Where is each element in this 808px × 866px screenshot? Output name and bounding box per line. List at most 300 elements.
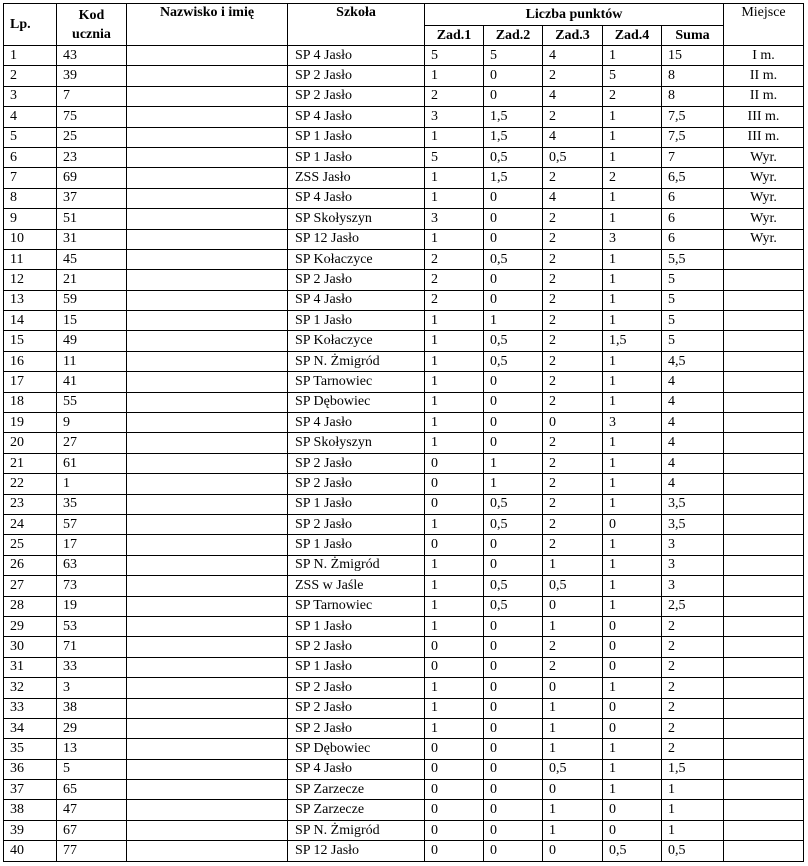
cell-suma: 2	[662, 637, 724, 657]
cell-lp: 6	[4, 147, 57, 167]
cell-school: ZSS w Jaśle	[288, 576, 425, 596]
cell-z1: 1	[425, 616, 484, 636]
cell-name	[127, 331, 288, 351]
cell-kod: 31	[57, 229, 127, 249]
cell-z3: 0	[543, 780, 603, 800]
cell-kod: 23	[57, 147, 127, 167]
cell-name	[127, 555, 288, 575]
cell-z2: 0	[484, 841, 543, 861]
cell-name	[127, 616, 288, 636]
cell-school: SP Skołyszyn	[288, 209, 425, 229]
table-row	[4, 800, 804, 820]
cell-school: SP 2 Jasło	[288, 718, 425, 738]
cell-lp: 12	[4, 270, 57, 290]
cell-lp: 32	[4, 678, 57, 698]
cell-lp: 38	[4, 800, 57, 820]
cell-school: SP 1 Jasło	[288, 657, 425, 677]
cell-place	[724, 433, 804, 453]
cell-z4: 0	[603, 698, 662, 718]
cell-place	[724, 576, 804, 596]
table-row	[4, 209, 804, 229]
header-name: Nazwisko i imię	[127, 4, 288, 46]
cell-kod: 43	[57, 46, 127, 66]
cell-z2: 0	[484, 270, 543, 290]
table-row	[4, 290, 804, 310]
cell-z2: 0,5	[484, 494, 543, 514]
cell-z4: 0	[603, 514, 662, 534]
cell-school: SP 1 Jasło	[288, 494, 425, 514]
cell-school: SP 2 Jasło	[288, 474, 425, 494]
cell-school: SP 4 Jasło	[288, 107, 425, 127]
cell-lp: 26	[4, 555, 57, 575]
cell-z3: 2	[543, 453, 603, 473]
cell-z4: 1	[603, 759, 662, 779]
cell-name	[127, 820, 288, 840]
header-school: Szkoła	[288, 4, 425, 46]
table-row	[4, 616, 804, 636]
header-lp: Lp.	[4, 4, 57, 46]
table-row	[4, 780, 804, 800]
cell-z2: 0	[484, 392, 543, 412]
cell-kod: 19	[57, 596, 127, 616]
table-row	[4, 514, 804, 534]
cell-z1: 1	[425, 576, 484, 596]
cell-suma: 2	[662, 698, 724, 718]
cell-z4: 0	[603, 637, 662, 657]
table-row	[4, 188, 804, 208]
cell-z3: 1	[543, 739, 603, 759]
cell-kod: 27	[57, 433, 127, 453]
cell-kod: 35	[57, 494, 127, 514]
cell-name	[127, 127, 288, 147]
cell-name	[127, 249, 288, 269]
cell-place: Wyr.	[724, 209, 804, 229]
cell-lp: 9	[4, 209, 57, 229]
cell-name	[127, 678, 288, 698]
cell-lp: 29	[4, 616, 57, 636]
cell-place: II m.	[724, 86, 804, 106]
cell-z4: 0	[603, 800, 662, 820]
cell-school: SP N. Żmigród	[288, 555, 425, 575]
cell-z2: 0	[484, 616, 543, 636]
cell-suma: 3	[662, 535, 724, 555]
cell-place	[724, 780, 804, 800]
cell-z1: 1	[425, 555, 484, 575]
table-row	[4, 229, 804, 249]
cell-place: Wyr.	[724, 168, 804, 188]
cell-lp: 23	[4, 494, 57, 514]
cell-name	[127, 290, 288, 310]
cell-lp: 17	[4, 372, 57, 392]
header-z3: Zad.3	[543, 26, 603, 46]
cell-suma: 6	[662, 209, 724, 229]
cell-school: SP 4 Jasło	[288, 46, 425, 66]
cell-place	[724, 739, 804, 759]
cell-z2: 0,5	[484, 514, 543, 534]
cell-z4: 3	[603, 229, 662, 249]
cell-z3: 2	[543, 229, 603, 249]
cell-lp: 8	[4, 188, 57, 208]
cell-school: SP 2 Jasło	[288, 637, 425, 657]
table-row	[4, 678, 804, 698]
cell-z2: 0	[484, 535, 543, 555]
cell-z3: 2	[543, 637, 603, 657]
cell-z3: 2	[543, 474, 603, 494]
cell-name	[127, 739, 288, 759]
cell-school: SP 2 Jasło	[288, 270, 425, 290]
cell-school: SP 2 Jasło	[288, 453, 425, 473]
cell-lp: 2	[4, 66, 57, 86]
cell-z1: 2	[425, 270, 484, 290]
cell-kod: 1	[57, 474, 127, 494]
cell-school: SP 1 Jasło	[288, 147, 425, 167]
cell-kod: 39	[57, 66, 127, 86]
cell-lp: 16	[4, 351, 57, 371]
cell-z2: 0,5	[484, 351, 543, 371]
cell-z1: 2	[425, 249, 484, 269]
cell-suma: 5	[662, 331, 724, 351]
cell-z1: 1	[425, 718, 484, 738]
cell-school: SP 1 Jasło	[288, 311, 425, 331]
cell-z2: 0,5	[484, 576, 543, 596]
cell-suma: 2,5	[662, 596, 724, 616]
cell-kod: 67	[57, 820, 127, 840]
table-row	[4, 46, 804, 66]
cell-z4: 0,5	[603, 841, 662, 861]
cell-kod: 63	[57, 555, 127, 575]
cell-kod: 49	[57, 331, 127, 351]
cell-z1: 3	[425, 209, 484, 229]
cell-z2: 0	[484, 739, 543, 759]
cell-kod: 25	[57, 127, 127, 147]
cell-kod: 47	[57, 800, 127, 820]
cell-place	[724, 718, 804, 738]
cell-lp: 25	[4, 535, 57, 555]
cell-kod: 71	[57, 637, 127, 657]
cell-z4: 1,5	[603, 331, 662, 351]
cell-z4: 1	[603, 311, 662, 331]
table-row	[4, 127, 804, 147]
header-points: Liczba punktów	[425, 4, 724, 26]
cell-suma: 3	[662, 555, 724, 575]
cell-z2: 0	[484, 800, 543, 820]
cell-kod: 3	[57, 678, 127, 698]
cell-z3: 0	[543, 596, 603, 616]
cell-place: III m.	[724, 127, 804, 147]
cell-school: SP 2 Jasło	[288, 86, 425, 106]
cell-name	[127, 270, 288, 290]
cell-lp: 35	[4, 739, 57, 759]
cell-suma: 4	[662, 474, 724, 494]
cell-name	[127, 453, 288, 473]
cell-school: SP 12 Jasło	[288, 229, 425, 249]
cell-z2: 1,5	[484, 127, 543, 147]
cell-z1: 0	[425, 535, 484, 555]
cell-z3: 1	[543, 616, 603, 636]
cell-z3: 2	[543, 249, 603, 269]
cell-z2: 1	[484, 474, 543, 494]
cell-kod: 29	[57, 718, 127, 738]
cell-school: SP Zarzecze	[288, 780, 425, 800]
cell-name	[127, 474, 288, 494]
cell-z4: 1	[603, 453, 662, 473]
header-z1: Zad.1	[425, 26, 484, 46]
cell-z4: 0	[603, 820, 662, 840]
table-row	[4, 270, 804, 290]
cell-kod: 13	[57, 739, 127, 759]
table-row	[4, 351, 804, 371]
cell-lp: 15	[4, 331, 57, 351]
cell-z3: 0	[543, 841, 603, 861]
cell-z4: 2	[603, 168, 662, 188]
header-place: Miejsce	[724, 4, 804, 46]
cell-place	[724, 759, 804, 779]
table-row	[4, 168, 804, 188]
cell-z1: 0	[425, 780, 484, 800]
cell-z2: 0	[484, 188, 543, 208]
header-z4: Zad.4	[603, 26, 662, 46]
cell-z2: 0,5	[484, 147, 543, 167]
cell-place	[724, 678, 804, 698]
cell-z1: 0	[425, 657, 484, 677]
cell-z3: 1	[543, 718, 603, 738]
cell-kod: 69	[57, 168, 127, 188]
cell-kod: 33	[57, 657, 127, 677]
cell-suma: 5	[662, 270, 724, 290]
cell-z4: 1	[603, 372, 662, 392]
cell-z4: 1	[603, 494, 662, 514]
cell-z1: 1	[425, 514, 484, 534]
cell-place: I m.	[724, 46, 804, 66]
cell-lp: 4	[4, 107, 57, 127]
cell-kod: 17	[57, 535, 127, 555]
cell-z3: 2	[543, 311, 603, 331]
cell-z4: 3	[603, 413, 662, 433]
cell-kod: 61	[57, 453, 127, 473]
cell-z4: 1	[603, 147, 662, 167]
cell-school: SP 2 Jasło	[288, 514, 425, 534]
cell-suma: 7,5	[662, 127, 724, 147]
cell-z3: 0	[543, 678, 603, 698]
cell-z2: 0	[484, 290, 543, 310]
cell-place	[724, 270, 804, 290]
cell-name	[127, 535, 288, 555]
cell-z3: 2	[543, 351, 603, 371]
cell-name	[127, 229, 288, 249]
cell-lp: 36	[4, 759, 57, 779]
cell-place	[724, 657, 804, 677]
table-row	[4, 392, 804, 412]
cell-place	[724, 351, 804, 371]
cell-z1: 1	[425, 127, 484, 147]
cell-school: SP 4 Jasło	[288, 413, 425, 433]
cell-z3: 1	[543, 698, 603, 718]
cell-z3: 2	[543, 494, 603, 514]
cell-z4: 5	[603, 66, 662, 86]
cell-z4: 1	[603, 433, 662, 453]
cell-name	[127, 168, 288, 188]
cell-lp: 10	[4, 229, 57, 249]
cell-kod: 53	[57, 616, 127, 636]
cell-kod: 41	[57, 372, 127, 392]
cell-place	[724, 453, 804, 473]
cell-kod: 15	[57, 311, 127, 331]
cell-z2: 0	[484, 209, 543, 229]
cell-name	[127, 698, 288, 718]
cell-name	[127, 514, 288, 534]
cell-suma: 1	[662, 800, 724, 820]
cell-kod: 55	[57, 392, 127, 412]
cell-z4: 1	[603, 555, 662, 575]
cell-z3: 1	[543, 800, 603, 820]
table-row	[4, 759, 804, 779]
cell-name	[127, 759, 288, 779]
cell-kod: 9	[57, 413, 127, 433]
cell-z3: 4	[543, 46, 603, 66]
cell-suma: 6,5	[662, 168, 724, 188]
cell-place	[724, 413, 804, 433]
cell-school: SP N. Żmigród	[288, 820, 425, 840]
cell-suma: 3	[662, 576, 724, 596]
cell-school: SP Tarnowiec	[288, 596, 425, 616]
cell-place	[724, 616, 804, 636]
cell-place	[724, 535, 804, 555]
cell-kod: 51	[57, 209, 127, 229]
cell-name	[127, 392, 288, 412]
table-row	[4, 147, 804, 167]
cell-z1: 0	[425, 800, 484, 820]
cell-z2: 0	[484, 780, 543, 800]
cell-school: SP 4 Jasło	[288, 759, 425, 779]
cell-lp: 7	[4, 168, 57, 188]
cell-suma: 6	[662, 188, 724, 208]
cell-z1: 1	[425, 331, 484, 351]
cell-z1: 5	[425, 147, 484, 167]
cell-z3: 2	[543, 270, 603, 290]
cell-name	[127, 311, 288, 331]
cell-z4: 1	[603, 270, 662, 290]
cell-suma: 8	[662, 66, 724, 86]
cell-z2: 5	[484, 46, 543, 66]
header-z2: Zad.2	[484, 26, 543, 46]
cell-kod: 73	[57, 576, 127, 596]
table-row	[4, 331, 804, 351]
cell-kod: 38	[57, 698, 127, 718]
cell-place	[724, 311, 804, 331]
cell-school: SP 2 Jasło	[288, 66, 425, 86]
cell-z4: 0	[603, 657, 662, 677]
cell-z1: 1	[425, 188, 484, 208]
table-row	[4, 372, 804, 392]
cell-z1: 3	[425, 107, 484, 127]
cell-z2: 0	[484, 555, 543, 575]
table-row	[4, 637, 804, 657]
cell-name	[127, 494, 288, 514]
cell-place	[724, 841, 804, 861]
cell-z2: 0,5	[484, 249, 543, 269]
cell-z1: 1	[425, 392, 484, 412]
cell-place	[724, 698, 804, 718]
table-row	[4, 311, 804, 331]
cell-place	[724, 514, 804, 534]
cell-z3: 2	[543, 168, 603, 188]
cell-z1: 1	[425, 596, 484, 616]
cell-z3: 2	[543, 392, 603, 412]
cell-lp: 40	[4, 841, 57, 861]
cell-suma: 0,5	[662, 841, 724, 861]
cell-lp: 31	[4, 657, 57, 677]
cell-suma: 3,5	[662, 514, 724, 534]
table-row	[4, 107, 804, 127]
cell-place: Wyr.	[724, 147, 804, 167]
cell-z3: 2	[543, 514, 603, 534]
cell-school: SP 2 Jasło	[288, 678, 425, 698]
table-row	[4, 555, 804, 575]
cell-place	[724, 474, 804, 494]
cell-suma: 8	[662, 86, 724, 106]
cell-place: II m.	[724, 66, 804, 86]
cell-kod: 7	[57, 86, 127, 106]
cell-z4: 1	[603, 474, 662, 494]
cell-suma: 1	[662, 780, 724, 800]
cell-name	[127, 718, 288, 738]
table-row	[4, 596, 804, 616]
cell-suma: 4,5	[662, 351, 724, 371]
cell-z3: 2	[543, 290, 603, 310]
cell-place	[724, 596, 804, 616]
cell-suma: 15	[662, 46, 724, 66]
cell-z4: 1	[603, 127, 662, 147]
cell-name	[127, 780, 288, 800]
cell-z2: 0	[484, 718, 543, 738]
cell-lp: 24	[4, 514, 57, 534]
cell-z1: 0	[425, 474, 484, 494]
cell-name	[127, 657, 288, 677]
cell-suma: 2	[662, 739, 724, 759]
cell-lp: 14	[4, 311, 57, 331]
cell-z3: 2	[543, 331, 603, 351]
table-row	[4, 249, 804, 269]
cell-place	[724, 494, 804, 514]
cell-z1: 0	[425, 453, 484, 473]
cell-lp: 18	[4, 392, 57, 412]
cell-suma: 7,5	[662, 107, 724, 127]
cell-z3: 0,5	[543, 759, 603, 779]
cell-suma: 2	[662, 657, 724, 677]
cell-suma: 7	[662, 147, 724, 167]
cell-z1: 0	[425, 841, 484, 861]
table-row	[4, 576, 804, 596]
cell-place	[724, 800, 804, 820]
cell-z2: 0	[484, 820, 543, 840]
cell-z3: 0,5	[543, 147, 603, 167]
cell-school: SP 4 Jasło	[288, 290, 425, 310]
cell-lp: 19	[4, 413, 57, 433]
cell-suma: 3,5	[662, 494, 724, 514]
cell-suma: 2	[662, 718, 724, 738]
cell-z2: 0,5	[484, 331, 543, 351]
cell-name	[127, 433, 288, 453]
cell-z1: 1	[425, 168, 484, 188]
cell-z3: 2	[543, 107, 603, 127]
cell-lp: 30	[4, 637, 57, 657]
table-row	[4, 657, 804, 677]
cell-z2: 0	[484, 637, 543, 657]
cell-place: III m.	[724, 107, 804, 127]
cell-z1: 0	[425, 494, 484, 514]
cell-school: SP Kołaczyce	[288, 331, 425, 351]
table-row	[4, 433, 804, 453]
